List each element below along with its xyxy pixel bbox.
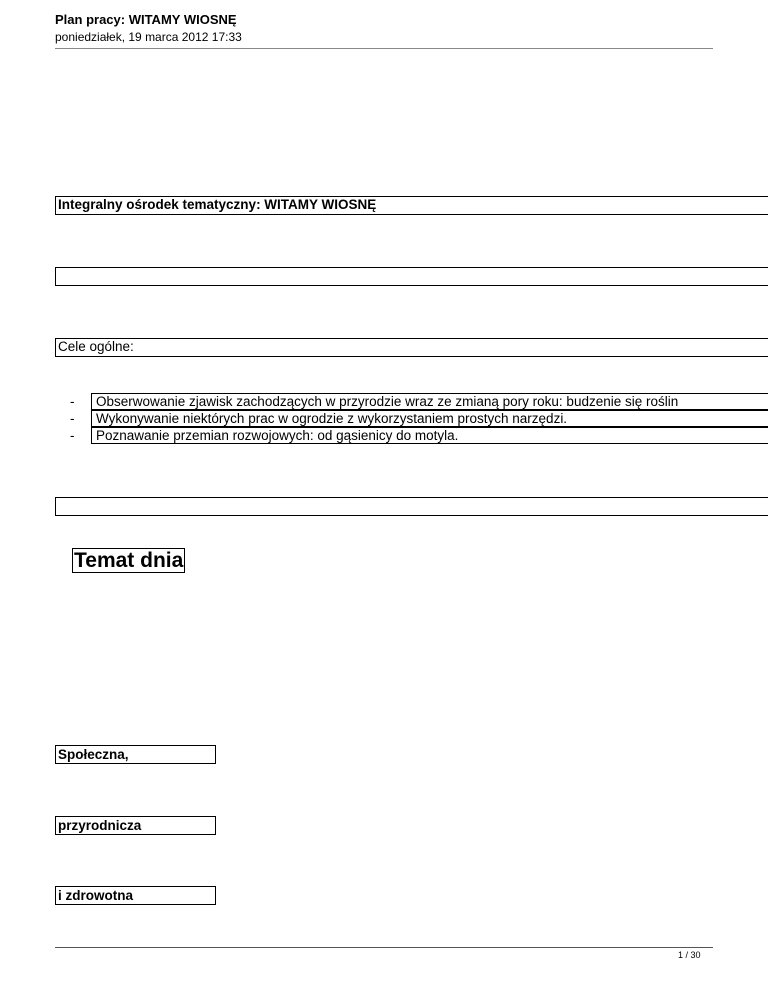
list-item — [70, 393, 768, 410]
area-label-nature: przyrodnicza — [55, 816, 216, 835]
area-label-social: Społeczna, — [55, 745, 216, 764]
goal-text: Wykonywanie niektórych prac w ogrodzie z wykorzystaniem prostych narzędzi. — [91, 410, 768, 427]
area-label-health: i zdrowotna — [55, 886, 216, 905]
empty-text-box — [55, 267, 768, 286]
goals-list — [70, 393, 768, 444]
topic-of-day-heading: Temat dnia — [74, 549, 184, 572]
goal-text: Poznawanie przemian rozwojowych: od gąsienicy do motyla. — [91, 427, 768, 444]
integral-topic-box: Integralny ośrodek tematyczny: WITAMY WIOSNĘ — [55, 196, 768, 215]
list-bullet: - — [70, 394, 75, 409]
empty-text-box — [55, 497, 768, 516]
document-title: Plan pracy: WITAMY WIOSNĘ — [55, 12, 237, 27]
footer-divider — [55, 947, 713, 948]
list-item — [70, 427, 768, 444]
page-number: 1 / 30 — [678, 950, 701, 960]
list-bullet: - — [70, 411, 75, 426]
list-bullet: - — [70, 428, 75, 443]
header-divider — [55, 48, 713, 49]
general-goals-label: Cele ogólne: — [55, 338, 768, 357]
list-item — [70, 410, 768, 427]
document-date: poniedziałek, 19 marca 2012 17:33 — [55, 30, 242, 44]
goal-text: Obserwowanie zjawisk zachodzących w przyrodzie wraz ze zmianą pory roku: budzenie się roślin — [91, 393, 768, 410]
